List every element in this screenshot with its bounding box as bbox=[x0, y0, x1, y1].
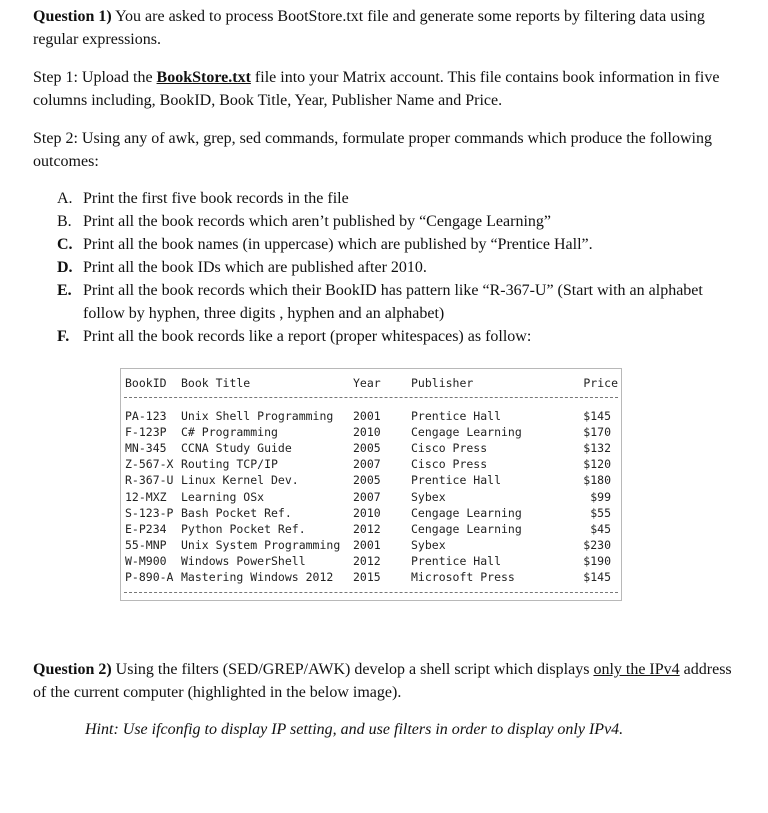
cell-year: 2010 bbox=[353, 425, 381, 440]
cell-id: Z-567-X bbox=[125, 457, 174, 472]
cell-year: 2012 bbox=[353, 521, 381, 536]
cell-title: Unix Shell Programming bbox=[181, 409, 334, 423]
task-list bbox=[57, 187, 717, 348]
cell-title: Linux Kernel Dev. bbox=[181, 473, 299, 488]
cell-year: 2010 bbox=[353, 505, 381, 520]
report-table bbox=[120, 368, 622, 601]
cell-year: 2015 bbox=[353, 570, 381, 584]
hint-text: Hint: Use ifconfig to display IP setting, and use filters in order to display only IPv4. bbox=[85, 721, 624, 738]
cell-publisher: Cengage Learning bbox=[411, 505, 522, 520]
step-1-label: Step 1: Upload the bbox=[33, 69, 157, 86]
cell-publisher: Cisco Press bbox=[411, 457, 488, 472]
table-row bbox=[121, 489, 621, 505]
task-letter: F. bbox=[57, 328, 70, 345]
cell-title: C# Programming bbox=[181, 425, 278, 440]
cell-year: 2012 bbox=[353, 553, 381, 568]
task-letter: A. bbox=[57, 190, 73, 207]
task-item-e bbox=[57, 279, 717, 325]
task-text: Print all the book records which their BookID has pattern like “R-367-U” (Start with an alphabet follow by hyphen, three digits , hyphen and an alphabet) bbox=[83, 282, 703, 322]
cell-price: $180 bbox=[583, 473, 611, 488]
cell-price: $230 bbox=[583, 537, 611, 552]
question-2 bbox=[33, 658, 733, 704]
table-row bbox=[121, 537, 621, 553]
cell-price: $170 bbox=[583, 425, 611, 440]
cell-publisher: Cengage Learning bbox=[411, 425, 522, 440]
question-1 bbox=[33, 5, 733, 51]
table-row bbox=[121, 408, 621, 424]
question-1-label: Question 1) bbox=[33, 8, 112, 25]
cell-id: PA-123 bbox=[125, 409, 167, 423]
task-text: Print the first five book records in the file bbox=[83, 190, 349, 207]
task-item-a bbox=[57, 187, 717, 210]
cell-price: $145 bbox=[583, 409, 611, 423]
cell-title: Bash Pocket Ref. bbox=[181, 505, 292, 520]
dashed-divider-bottom bbox=[124, 592, 618, 593]
cell-publisher: Microsoft Press bbox=[411, 570, 515, 584]
task-letter: C. bbox=[57, 236, 73, 253]
table-row bbox=[121, 424, 621, 440]
cell-title: Mastering Windows 2012 bbox=[181, 570, 334, 584]
cell-id: 12-MXZ bbox=[125, 489, 167, 504]
task-item-c bbox=[57, 233, 717, 256]
table-row bbox=[121, 472, 621, 488]
cell-publisher: Sybex bbox=[411, 537, 446, 552]
cell-price: $99 bbox=[590, 489, 611, 504]
table-row bbox=[121, 553, 621, 569]
table-row bbox=[121, 569, 621, 585]
cell-price: $45 bbox=[590, 521, 611, 536]
question-1-text: You are asked to process BootStore.txt file and generate some reports by filtering data using regular expressions. bbox=[33, 8, 705, 48]
cell-year: 2001 bbox=[353, 409, 381, 423]
cell-id: P-890-A bbox=[125, 570, 174, 584]
task-item-b bbox=[57, 210, 717, 233]
cell-publisher: Sybex bbox=[411, 489, 446, 504]
cell-title: Python Pocket Ref. bbox=[181, 521, 306, 536]
task-text: Print all the book IDs which are published after 2010. bbox=[83, 259, 427, 276]
table-row bbox=[121, 505, 621, 521]
cell-id: F-123P bbox=[125, 425, 167, 440]
step-1-text: file into your Matrix account. This file contains book information in five columns including, BookID, Book Title, Year, Publisher Name and Price. bbox=[33, 69, 720, 109]
cell-publisher: Cisco Press bbox=[411, 441, 488, 456]
header-bookid: BookID bbox=[125, 376, 167, 390]
task-item-d bbox=[57, 256, 717, 279]
cell-title: CCNA Study Guide bbox=[181, 441, 292, 456]
cell-year: 2007 bbox=[353, 457, 381, 472]
dashed-divider-top bbox=[124, 397, 618, 398]
step-2 bbox=[33, 127, 733, 173]
step-2-text: Step 2: Using any of awk, grep, sed commands, formulate proper commands which produce the following outcomes: bbox=[33, 130, 712, 170]
task-letter: E. bbox=[57, 282, 72, 299]
cell-publisher: Prentice Hall bbox=[411, 409, 502, 423]
header-publisher: Publisher bbox=[411, 376, 474, 390]
cell-price: $120 bbox=[583, 457, 611, 472]
cell-year: 2005 bbox=[353, 441, 381, 456]
cell-id: S-123-P bbox=[125, 505, 174, 520]
question-2-text-a: Using the filters (SED/GREP/AWK) develop a shell script which displays bbox=[111, 661, 594, 678]
cell-title: Learning OSx bbox=[181, 489, 265, 504]
cell-id: R-367-U bbox=[125, 473, 174, 488]
header-year: Year bbox=[353, 376, 381, 390]
cell-price: $145 bbox=[583, 570, 611, 584]
table-row bbox=[121, 456, 621, 472]
cell-year: 2001 bbox=[353, 537, 381, 552]
task-letter: D. bbox=[57, 259, 73, 276]
bookstore-filename: BookStore.txt bbox=[156, 69, 251, 86]
cell-publisher: Cengage Learning bbox=[411, 521, 522, 536]
task-text: Print all the book records which aren’t published by “Cengage Learning” bbox=[83, 213, 552, 230]
cell-price: $55 bbox=[590, 505, 611, 520]
question-2-label: Question 2) bbox=[33, 661, 112, 678]
cell-id: W-M900 bbox=[125, 553, 167, 568]
task-item-f bbox=[57, 325, 717, 348]
cell-price: $132 bbox=[583, 441, 611, 456]
header-price: Price bbox=[583, 376, 618, 390]
question-2-underlined: only the IPv4 bbox=[593, 661, 680, 678]
cell-title: Windows PowerShell bbox=[181, 553, 306, 568]
step-1 bbox=[33, 66, 733, 112]
cell-id: E-P234 bbox=[125, 521, 167, 536]
cell-title: Unix System Programming bbox=[181, 537, 341, 552]
table-row bbox=[121, 521, 621, 537]
report-header-row bbox=[121, 375, 621, 391]
cell-id: 55-MNP bbox=[125, 537, 167, 552]
table-row bbox=[121, 440, 621, 456]
task-text: Print all the book names (in uppercase) which are published by “Prentice Hall”. bbox=[83, 236, 593, 253]
task-letter: B. bbox=[57, 213, 72, 230]
cell-id: MN-345 bbox=[125, 441, 167, 456]
question-2-text-b: address of the current computer (highlighted in the below image). bbox=[33, 661, 732, 701]
cell-publisher: Prentice Hall bbox=[411, 553, 502, 568]
header-book-title: Book Title bbox=[181, 376, 251, 390]
cell-price: $190 bbox=[583, 553, 611, 568]
task-text: Print all the book records like a report (proper whitespaces) as follow: bbox=[83, 328, 532, 345]
cell-year: 2007 bbox=[353, 489, 381, 504]
cell-year: 2005 bbox=[353, 473, 381, 488]
cell-publisher: Prentice Hall bbox=[411, 473, 502, 488]
cell-title: Routing TCP/IP bbox=[181, 457, 278, 472]
